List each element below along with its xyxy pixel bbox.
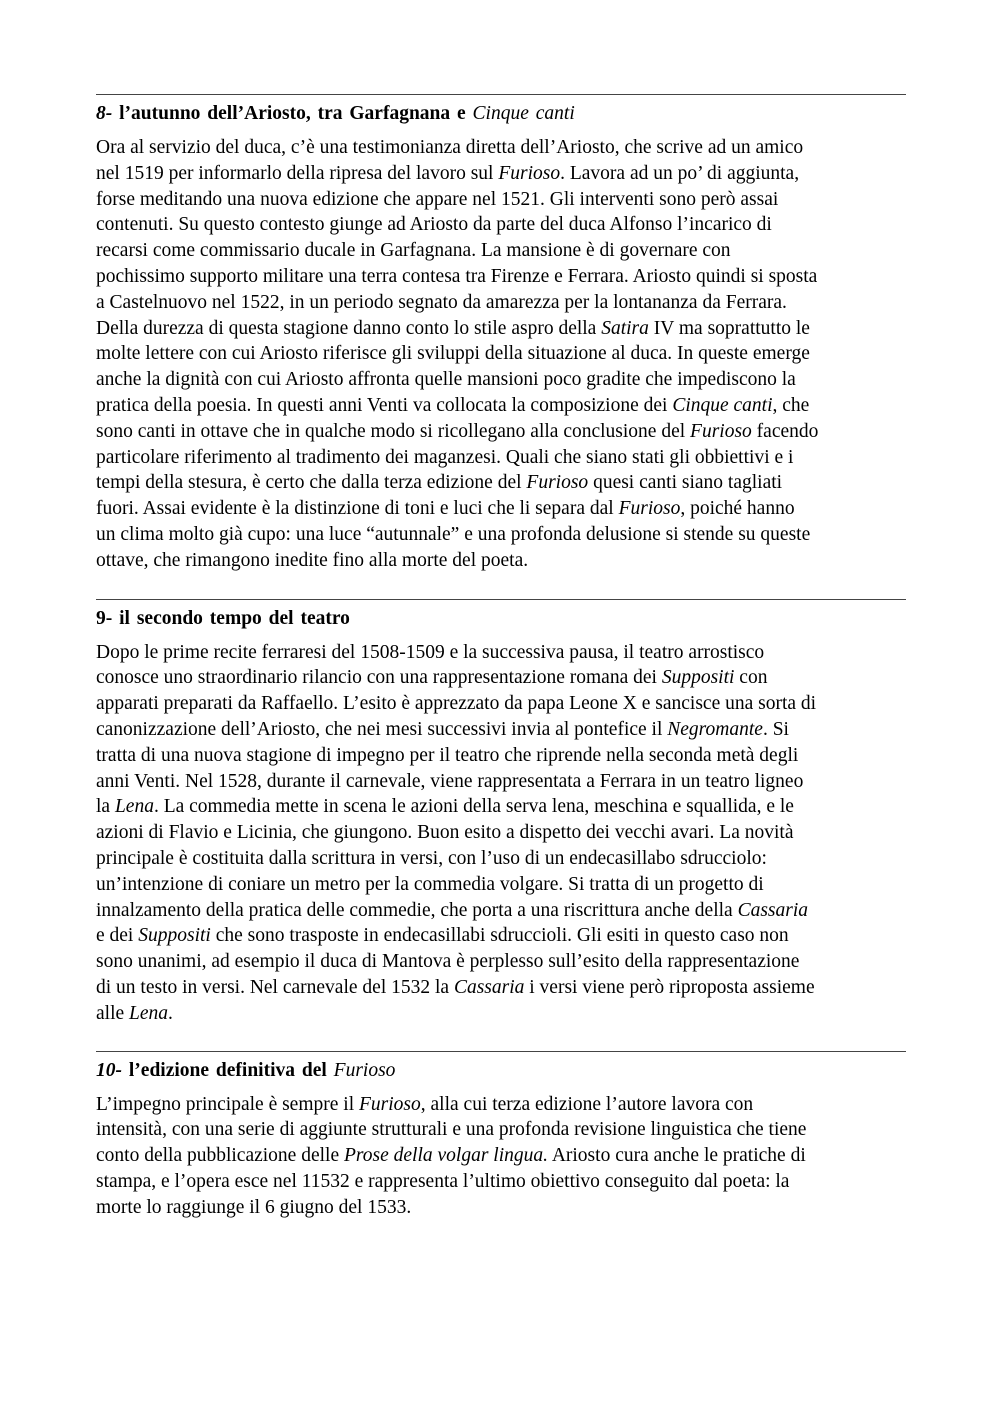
section-body [96, 1092, 906, 1221]
text-line [96, 820, 906, 846]
text-run: Dopo le prime recite ferraresi del 1508-1509 e la successiva pausa, il teatro arrostisco [96, 641, 765, 663]
text-line [96, 923, 906, 949]
section-title-italic: Furioso [333, 1059, 396, 1081]
section-number: 8- [96, 103, 113, 124]
italic-title-run: Furioso [690, 420, 752, 442]
text-run: facendo [751, 420, 819, 442]
text-line [96, 470, 906, 496]
section-10 [96, 1051, 906, 1221]
text-line [96, 135, 906, 161]
section-title: il secondo tempo del teatro [119, 607, 350, 629]
text-line [96, 872, 906, 898]
text-line [96, 238, 906, 264]
text-line [96, 794, 906, 820]
text-run: sono unanimi, ad esempio il duca di Mantova è perplesso sull’esito della rappresentazione [96, 951, 800, 973]
text-line [96, 949, 906, 975]
text-line [96, 1092, 906, 1118]
text-run: nel 1519 per informarlo della ripresa del lavoro sul [96, 162, 499, 184]
text-run: un clima molto già cupo: una luce “autunnale” e una profonda delusione si stende su queste [96, 523, 811, 545]
text-line [96, 187, 906, 213]
text-run: . [168, 1002, 173, 1024]
section-title: l’edizione definitiva del [128, 1059, 327, 1081]
text-run: ottave, che rimangono inedite fino alla morte del poeta. [96, 549, 529, 571]
italic-title-run: Satira [601, 317, 649, 339]
text-run: Ariosto cura anche le pratiche di [548, 1145, 806, 1167]
text-run: e dei [96, 925, 139, 947]
text-run: morte lo raggiunge il 6 giugno del 1533. [96, 1196, 412, 1218]
section-number: 9- [96, 607, 113, 629]
text-run: principale è costituita dalla scrittura in versi, con l’uso di un endecasillabo sdrucciolo: [96, 847, 767, 869]
text-run: Ora al servizio del duca, c’è una testimonianza diretta dell’Ariosto, che scrive ad un amico [96, 137, 804, 158]
text-run: i versi viene però riproposta assieme [524, 976, 815, 998]
text-run: tempi della stesura, è certo che dalla terza edizione del [96, 472, 527, 494]
document-page [96, 94, 906, 1220]
text-line [96, 290, 906, 316]
italic-title-run: Negromante [667, 718, 763, 740]
text-line [96, 522, 906, 548]
text-line [96, 975, 906, 1001]
text-line [96, 640, 906, 666]
text-line [96, 1117, 906, 1143]
section-body [96, 135, 906, 574]
text-run: . La commedia mette in scena le azioni della serva lena, meschina e squallida, e le [153, 796, 794, 818]
text-run: molte lettere con cui Ariosto riferisce gli sviluppi della situazione al duca. In queste emerge [96, 343, 810, 365]
italic-title-run: Suppositi [661, 667, 735, 689]
section-title-italic: Cinque canti [472, 103, 575, 124]
text-run: anni Venti. Nel 1528, durante il carnevale, viene rappresentata a Ferrara in un teatro ligneo [96, 770, 804, 792]
text-run: contenuti. Su questo contesto giunge ad Ariosto da parte del duca Alfonso l’incarico di [96, 214, 772, 236]
section-divider [96, 1051, 906, 1052]
text-line [96, 1001, 906, 1027]
text-run: Della durezza di questa stagione danno conto lo stile aspro della [96, 317, 602, 339]
italic-title-run: Prose della volgar lingua. [344, 1145, 549, 1167]
text-run: apparati preparati da Raffaello. L’esito è apprezzato da papa Leone X e sancisce una sorta di [96, 693, 817, 715]
italic-title-run: Lena [129, 1002, 169, 1024]
text-line [96, 1143, 906, 1169]
text-run: IV ma soprattutto le [648, 317, 810, 339]
text-run: pratica della poesia. In questi anni Venti va collocata la composizione dei [96, 394, 673, 416]
text-run: , alla cui terza edizione l’autore lavora con [420, 1093, 754, 1115]
text-line [96, 548, 906, 574]
text-run: sono canti in ottave che in qualche modo si ricollegano alla conclusione del [96, 420, 691, 442]
text-line [96, 264, 906, 290]
text-run: azioni di Flavio e Licinia, che giungono. Buon esito a dispetto dei vecchi avari. La novità [96, 822, 794, 844]
italic-title-run: Furioso [526, 472, 589, 494]
section-heading [96, 102, 906, 126]
italic-title-run: Furioso [359, 1093, 421, 1115]
section-divider [96, 599, 906, 600]
text-line [96, 743, 906, 769]
text-line [96, 691, 906, 717]
text-run: quesi canti siano tagliati [588, 472, 783, 494]
text-line [96, 846, 906, 872]
text-line [96, 1195, 906, 1221]
text-run: . Lavora ad un po’ di aggiunta, [560, 162, 800, 184]
italic-title-run: Furioso [618, 498, 681, 520]
section-title: l’autunno dell’Ariosto, tra Garfagnana e [119, 103, 466, 124]
italic-title-run: Furioso [498, 162, 561, 184]
text-line [96, 316, 906, 342]
text-run: anche la dignità con cui Ariosto affronta quelle mansioni poco gradite che impediscono la [96, 369, 796, 391]
text-run: intensità, con una serie di aggiunte strutturali e una profonda revisione linguistica che tiene [96, 1119, 807, 1141]
text-line [96, 717, 906, 743]
text-run: con [734, 667, 768, 689]
text-run: che sono trasposte in endecasillabi sdruccioli. Gli esiti in questo caso non [210, 925, 789, 947]
text-run: forse meditando una nuova edizione che appare nel 1521. Gli interventi sono però assai [96, 188, 779, 210]
italic-title-run: Cassaria [453, 976, 525, 998]
section-divider [96, 94, 906, 95]
text-line [96, 161, 906, 187]
section-body [96, 640, 906, 1027]
text-run: conosce uno straordinario rilancio con una rappresentazione romana dei [96, 667, 662, 689]
text-run: particolare riferimento al tradimento dei maganzesi. Quali che siano stati gli obbiettivi e i [96, 446, 794, 468]
text-run: canonizzazione dell’Ariosto, che nei mesi successivi invia al pontefice il [96, 718, 668, 740]
text-run: alle [96, 1002, 130, 1024]
text-line [96, 393, 906, 419]
text-line [96, 496, 906, 522]
text-line [96, 367, 906, 393]
section-8 [96, 94, 906, 574]
text-run: pochissimo supporto militare una terra contesa tra Firenze e Ferrara. Ariosto quindi si sposta [96, 265, 818, 287]
text-line [96, 769, 906, 795]
text-run: la [96, 796, 115, 818]
text-run: a Castelnuovo nel 1522, in un periodo segnato da amarezza per la lontananza da Ferrara. [96, 291, 787, 313]
text-run: innalzamento della pratica delle commedie, che porta a una riscrittura anche della [96, 899, 738, 921]
text-line [96, 665, 906, 691]
text-line [96, 419, 906, 445]
italic-title-run: Cassaria [737, 899, 809, 921]
italic-title-run: Lena [114, 796, 154, 818]
text-line [96, 898, 906, 924]
italic-title-run: Cinque canti [672, 394, 773, 416]
text-run: . Si [762, 718, 789, 740]
text-line [96, 212, 906, 238]
text-line [96, 445, 906, 471]
section-heading [96, 1059, 906, 1083]
text-run: , poiché hanno [680, 498, 795, 520]
text-run: L’impegno principale è sempre il [96, 1093, 359, 1115]
section-9 [96, 599, 906, 1027]
section-number: 10- [96, 1059, 122, 1081]
text-run: , che [772, 394, 810, 416]
text-run: di un testo in versi. Nel carnevale del 1532 la [96, 976, 454, 998]
text-run: recarsi come commissario ducale in Garfagnana. La mansione è di governare con [96, 240, 731, 262]
text-run: stampa, e l’opera esce nel 11532 e rappresenta l’ultimo obiettivo conseguito dal poeta: la [96, 1170, 790, 1192]
text-line [96, 341, 906, 367]
text-run: fuori. Assai evidente è la distinzione di toni e luci che li separa dal [96, 498, 619, 520]
section-heading [96, 607, 906, 631]
text-run: un’intenzione di coniare un metro per la commedia volgare. Si tratta di un progetto di [96, 873, 764, 895]
text-run: tratta di una nuova stagione di impegno per il teatro che riprende nella seconda metà degli [96, 744, 799, 766]
italic-title-run: Suppositi [138, 925, 211, 947]
text-line [96, 1169, 906, 1195]
text-run: conto della pubblicazione delle [96, 1145, 344, 1167]
